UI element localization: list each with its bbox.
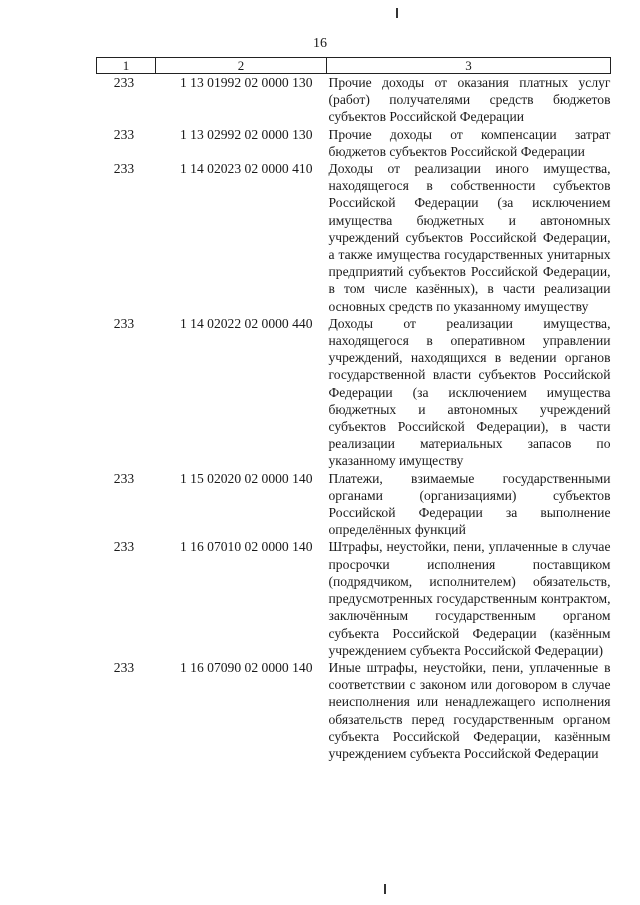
table-row: [97, 659, 611, 762]
table-header-row: [97, 58, 611, 74]
budget-classification-code: 1 16 07010 02 0000 140: [179, 539, 313, 555]
table-row: [97, 74, 611, 126]
administrator-code: 233: [113, 315, 135, 331]
revenue-description: Иные штрафы, неустойки, пени, уплаченные в соответствии с законом или договором в случае неисполнения или ненадлежащего исполнения обязательств перед государственным органом субъекта Российской Федерации, казённым учреждением субъекта Российской Федерации: [328, 659, 611, 761]
revenue-description: Доходы от реализации иного имущества, находящегося в собственности субъектов Российской Федерации (за исключением имущества бюджетных и автономных учреждений субъектов Российской Федерации, а также имущества государственных унитарных предприятий субъектов Российской Федерации, в том числе казённых), в части реализации основных средств по указанному имуществу: [328, 161, 611, 314]
budget-classification-code: 1 16 07090 02 0000 140: [179, 659, 313, 675]
revenue-description: Платежи, взимаемые государственными органами (организациями) субъектов Российской Федерации за выполнение определённых функций: [328, 470, 611, 538]
revenue-codes-table: [96, 57, 611, 762]
budget-classification-code: 1 13 01992 02 0000 130: [179, 75, 313, 90]
budget-classification-code: 1 14 02022 02 0000 440: [179, 315, 313, 331]
administrator-code: 233: [113, 659, 135, 675]
column-header-3: 3: [327, 58, 611, 74]
table-row: [97, 470, 611, 539]
revenue-description: Доходы от реализации имущества, находящегося в оперативном управлении учреждений, находящихся в ведении органов государственной власти субъектов Российской Федерации (за исключением имущества бюджетных и автономных учреждений субъектов Российской Федерации), в части реализации материальных запасов по указанному имуществу: [328, 315, 611, 469]
budget-classification-code: 1 15 02020 02 0000 140: [179, 470, 313, 486]
scan-mark-bottom: [384, 884, 386, 894]
budget-classification-code: 1 13 02992 02 0000 130: [179, 126, 313, 142]
table-row: [97, 315, 611, 470]
revenue-description: Прочие доходы от оказания платных услуг (работ) получателями средств бюджетов субъектов Российской Федерации: [328, 75, 611, 125]
column-header-2: 2: [156, 58, 327, 74]
budget-classification-code: 1 14 02023 02 0000 410: [179, 161, 313, 177]
administrator-code: 233: [113, 75, 135, 90]
table-row: [97, 160, 611, 315]
administrator-code: 233: [113, 539, 135, 555]
table-row: [97, 538, 611, 658]
scan-mark-top: [396, 8, 398, 18]
administrator-code: 233: [113, 161, 135, 177]
table-row: [97, 126, 611, 160]
revenue-description: Штрафы, неустойки, пени, уплаченные в случае просрочки исполнения поставщиком (подрядчиком, исполнителем) обязательств, предусмотренных государственным контрактом, заключённым государственным органом субъекта Российской Федерации (казённым учреждением субъекта Российской Федерации): [328, 539, 611, 658]
page-number: 16: [313, 36, 327, 51]
administrator-code: 233: [113, 126, 135, 142]
administrator-code: 233: [113, 470, 135, 486]
revenue-description: Прочие доходы от компенсации затрат бюджетов субъектов Российской Федерации: [328, 126, 611, 159]
column-header-1: 1: [97, 58, 156, 74]
